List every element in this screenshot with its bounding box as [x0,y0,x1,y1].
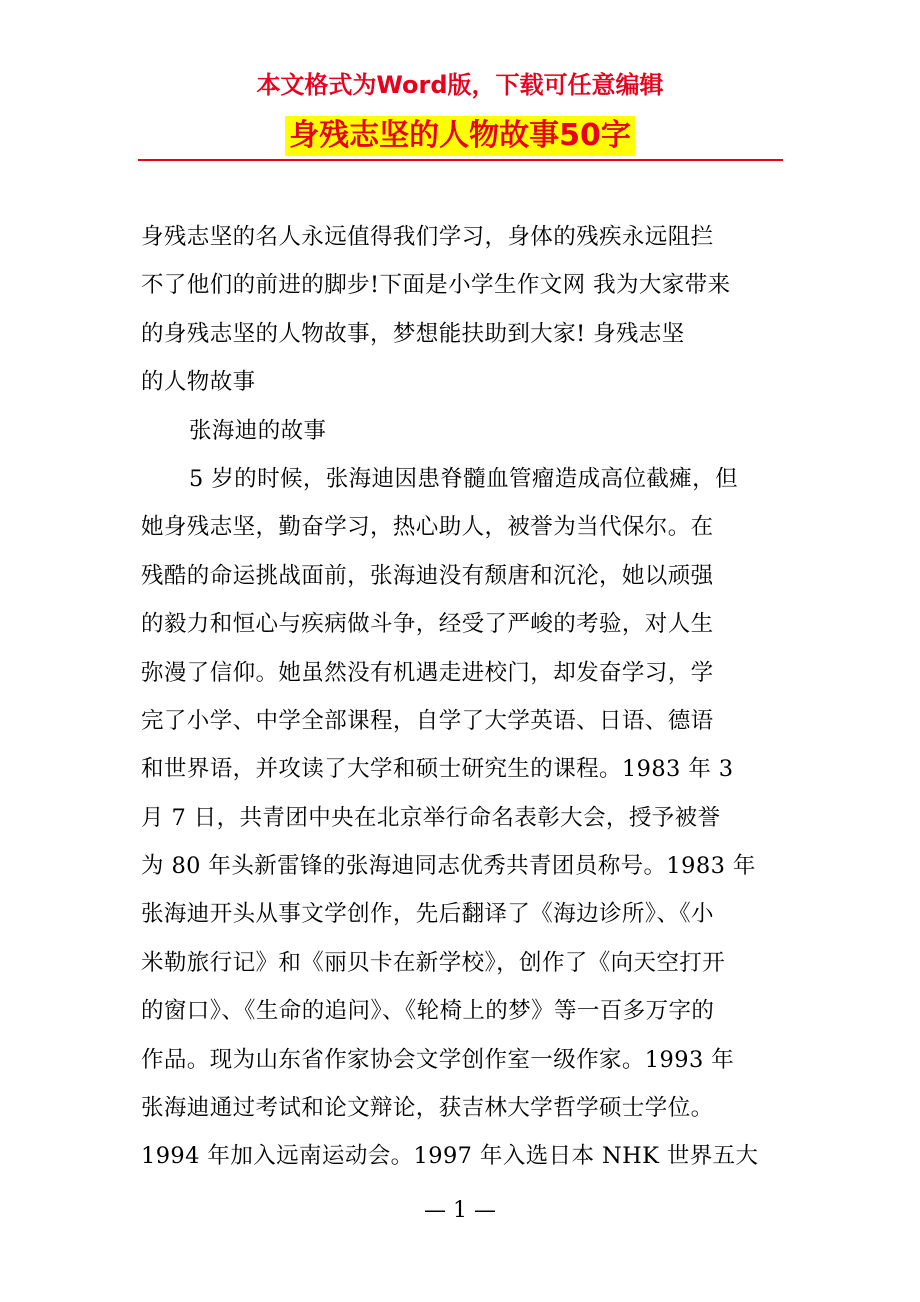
body-line: 和世界语，并攻读了大学和硕士研究生的课程。1983 年 3 [141,756,734,783]
body-line: 张海迪通过考试和论文辩论，获吉林大学哲学硕士学位。 [141,1095,714,1122]
body-line: 米勒旅行记》和《丽贝卡在新学校》，创作了《向天空打开 [141,949,726,976]
document-body [141,213,781,1181]
body-line: 的毅力和恒心与疾病做斗争，经受了严峻的考验，对人生 [141,611,714,638]
body-line: 的身残志坚的人物故事，梦想能扶助到大家! 身残志坚 [141,320,685,347]
body-line: 月 7 日，共青团中央在北京举行命名表彰大会，授予被誉 [141,804,721,831]
body-line: 身残志坚的名人永远值得我们学习，身体的残疾永远阻拦 [141,224,714,250]
body-line: 作品。现为山东省作家协会文学创作室一级作家。1993 年 [141,1046,735,1073]
body-line: 不了他们的前进的脚步!下面是小学生作文网 我为大家带来 [141,272,731,299]
body-line: 完了小学、中学全部课程，自学了大学英语、日语、德语 [141,707,714,734]
body-line: 她身残志坚，勤奋学习，热心助人，被誉为当代保尔。在 [141,514,714,541]
body-line: 残酷的命运挑战面前，张海迪没有颓唐和沉沦，她以顽强 [141,562,714,589]
body-line: 1994 年加入远南运动会。1997 年入选日本 NHK 世界五大 [141,1143,759,1170]
body-line: 为 80 年头新雷锋的张海迪同志优秀共青团员称号。1983 年 [141,853,756,880]
title-container [0,116,920,156]
body-line: 的人物故事 [141,369,256,396]
body-line: 5 岁的时候，张海迪因患脊髓血管瘤造成高位截瘫，但 [189,465,738,492]
section-heading: 张海迪的故事 [189,417,327,444]
title-divider [138,159,783,161]
document-title: 身残志坚的人物故事50字 [285,116,635,156]
page-number: — 1 — [424,1198,496,1223]
format-notice: 本文格式为Word版，下载可任意编辑 [256,71,664,99]
body-line: 张海迪开头从事文学创作，先后翻译了《海边诊所》、《小 [141,901,714,928]
body-line: 弥漫了信仰。她虽然没有机遇走进校门，却发奋学习，学 [141,659,714,686]
body-line: 的窗口》、《生命的追问》、《轮椅上的梦》等一百多万字的 [141,998,715,1025]
